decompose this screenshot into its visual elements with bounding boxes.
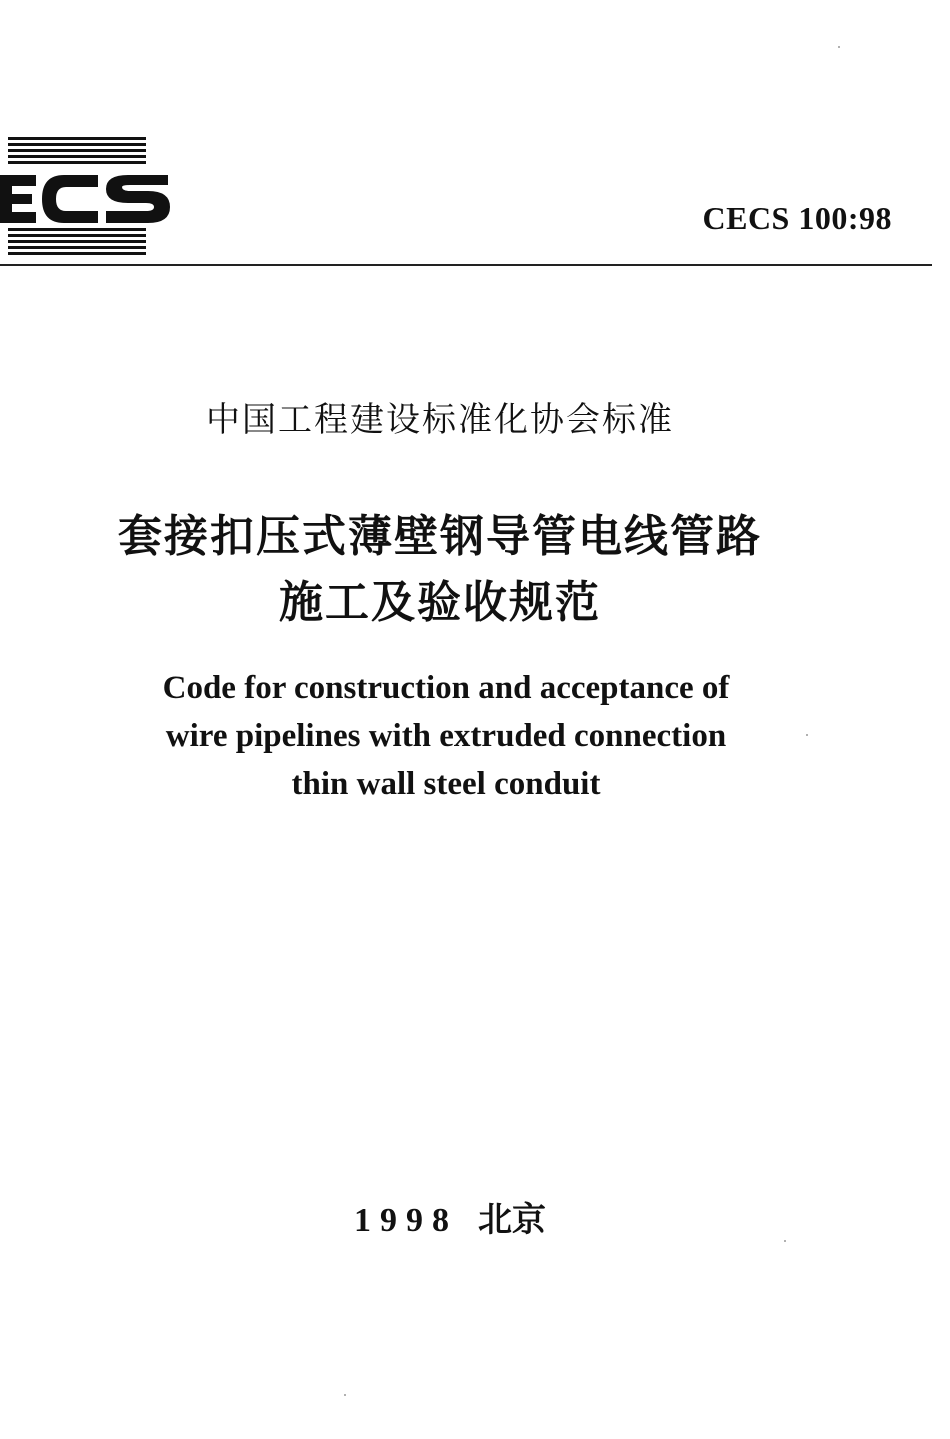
ecs-logo (0, 133, 175, 261)
scan-speck (784, 1240, 786, 1242)
publication-city: 北京 (478, 1200, 546, 1240)
standard-number: CECS 100:98 (702, 200, 892, 236)
publication-line (0, 1192, 900, 1241)
association-name: 中国工程建设标准化协会标准 (206, 400, 674, 440)
ecs-logo-graphic (0, 133, 175, 261)
header-divider (0, 264, 932, 266)
english-title-line-2: wire pipelines with extruded connection (165, 718, 727, 754)
english-title-line-3: thin wall steel conduit (291, 766, 601, 802)
scan-speck (838, 46, 840, 48)
english-title-line-1: Code for construction and acceptance of (162, 670, 730, 706)
scan-speck (806, 734, 808, 736)
scan-speck (344, 1394, 346, 1396)
chinese-title-line-1: 套接扣压式薄壁钢导管电线管路 (118, 511, 762, 562)
publication-year: 1998 (354, 1202, 458, 1239)
chinese-title-line-2: 施工及验收规范 (279, 577, 601, 628)
